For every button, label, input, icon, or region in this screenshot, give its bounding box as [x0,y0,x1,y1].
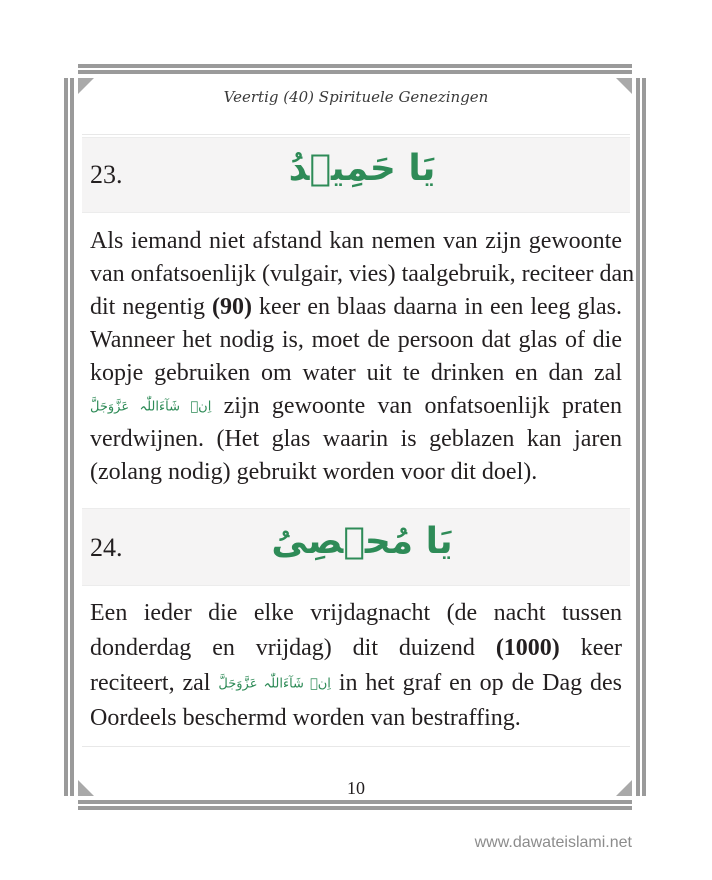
text-segment: keer en blaas daarna in een leeg glas. [252,294,622,320]
text-segment: in het graf en op de Dag des [330,670,622,696]
frame-right-rail [636,64,646,810]
arabic-inshallah-phrase: اِنۡ شَآءَاللّٰہ عَزَّوَجَلَّ [218,676,331,692]
section-heading-band [82,137,630,213]
running-header-title: Veertig (40) Spirituele Genezingen [223,88,489,106]
paragraph-line: van onfatsoenlijk (vulgair, vies) taalgebruik, reciteer dan [90,261,635,287]
text-segment: zijn gewoonte van onfatsoenlijk praten [211,393,623,419]
paragraph-line: (zolang nodig) gebruikt worden voor dit doel). [90,459,538,485]
frame-corner-notch [64,796,78,810]
text-segment: dit negentig [90,294,213,320]
paragraph-line: Wanneer het nodig is, moet de persoon dat glas of die [90,327,622,353]
section-number: 24. [90,533,123,562]
frame-corner-notch [632,796,646,810]
frame-left-rail [64,64,74,810]
paragraph-line: verdwijnen. (Het glas waarin is geblazen kan jaren [90,426,622,452]
section-number: 23. [90,160,123,189]
paragraph-line [90,391,622,421]
paragraph-line [90,668,622,698]
paragraph-line [90,292,622,322]
website-watermark: www.dawateislami.net [474,834,632,851]
paragraph-line: Oordeels beschermd worden van bestraffing. [90,705,521,731]
text-segment: donderdag en vrijdag) dit duizend [90,635,496,661]
header-divider [82,134,630,135]
arabic-divine-name: يَا حَمِيۡدُ [288,148,436,189]
arabic-divine-name: يَا مُحۡصِیُ [271,521,453,562]
frame-top-rail [64,64,646,74]
paragraph-line: kopje gebruiken om water uit te drinken en dan zal [90,360,622,386]
frame-bottom-rail [64,800,646,810]
footer-divider [82,746,630,747]
arabic-inshallah-phrase: اِنۡ شَآءَاللّٰہ عَزَّوَجَلَّ [90,399,212,415]
text-segment: keer [559,635,623,661]
page-number: 10 [347,778,365,798]
paragraph-line [90,633,622,663]
frame-corner-notch [632,64,646,78]
paragraph-line: Een ieder die elke vrijdagnacht (de nacht tussen [90,600,622,626]
text-segment: reciteert, zal [90,670,219,696]
section-heading-band [82,508,630,586]
count-emphasis: (90) [212,294,253,320]
paragraph-line: Als iemand niet afstand kan nemen van zijn gewoonte [90,228,622,254]
frame-corner-notch [64,64,78,78]
count-emphasis: (1000) [495,635,560,661]
